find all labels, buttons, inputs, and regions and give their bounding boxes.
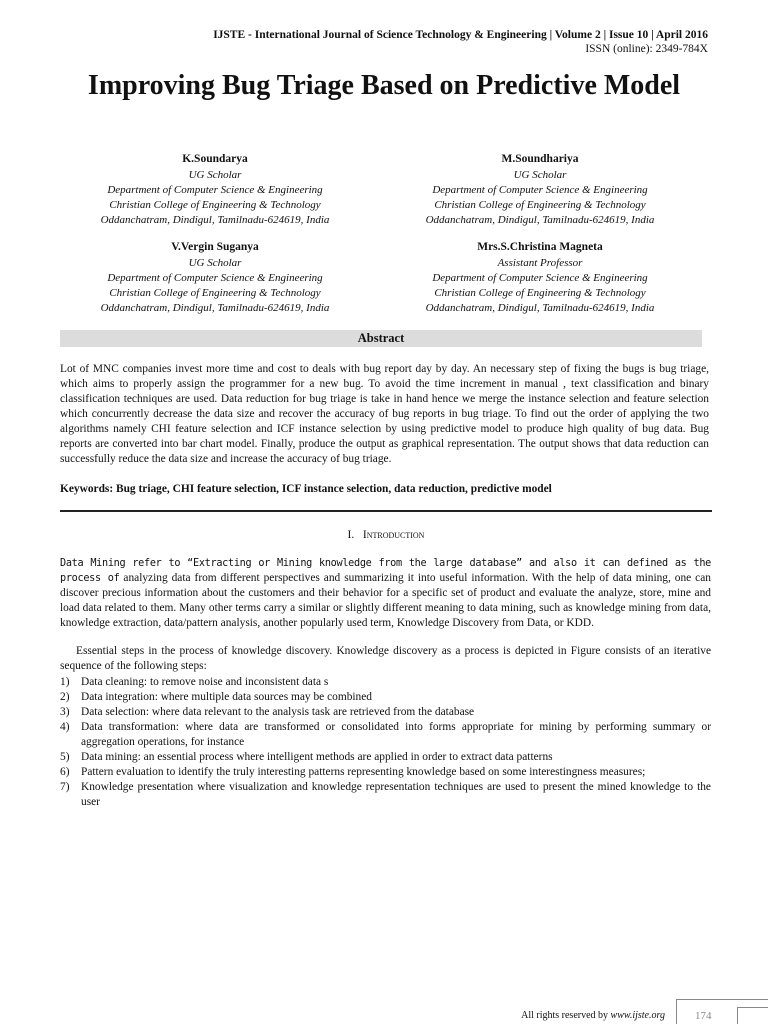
list-item (60, 675, 711, 690)
author-block (50, 152, 380, 228)
list-item-number: 4) (60, 721, 70, 733)
page-number: 174 (695, 1010, 712, 1022)
author-role: Assistant Professor (497, 257, 583, 269)
author-name: Mrs.S.Christina Magneta (477, 241, 603, 253)
footer-divider (737, 1007, 738, 1024)
list-item-text: Pattern evaluation to identify the truly interesting patterns representing knowledge based on some interestingness measures; (81, 766, 646, 778)
author-college: Christian College of Engineering & Technology (434, 199, 646, 211)
list-item-number: 6) (60, 766, 70, 778)
journal-url-link[interactable]: www.ijste.org (610, 1010, 665, 1021)
journal-line: IJSTE - International Journal of Science Technology & Engineering | Volume 2 | Issue 10 | April 2016 (213, 29, 708, 41)
author-block (375, 240, 705, 316)
author-dept: Department of Computer Science & Engineering (107, 272, 323, 284)
section-divider (60, 510, 712, 512)
list-item-text: Knowledge presentation where visualization and knowledge representation techniques are used to present the mined knowledge to the user (81, 781, 711, 808)
author-role: UG Scholar (188, 169, 242, 181)
author-role: UG Scholar (188, 257, 242, 269)
footer-divider (676, 999, 768, 1000)
keywords: Keywords: Bug triage, CHI feature selection, ICF instance selection, data reduction, predictive model (60, 483, 552, 495)
paper-title: Improving Bug Triage Based on Predictive Model (87, 70, 681, 101)
footer-divider (676, 999, 677, 1024)
intro-first-line: Data Mining refer to “Extracting or Mining knowledge from the large database” and also it can defined as the process of (60, 558, 711, 584)
list-item-text: Data mining: an essential process where intelligent methods are applied in order to extract data patterns (81, 751, 553, 763)
list-item (60, 750, 711, 765)
page-footer (0, 1009, 768, 1024)
author-address: Oddanchatram, Dindigul, Tamilnadu-624619, India (425, 302, 655, 314)
list-item (60, 705, 711, 720)
section-number: I. (347, 529, 355, 541)
issn: ISSN (online): 2349-784X (585, 43, 708, 55)
author-name: V.Vergin Suganya (171, 241, 259, 253)
section-heading-introduction (60, 528, 712, 542)
journal-header (213, 28, 708, 56)
list-item-text: Data transformation: where data are transformed or consolidated into forms appropriate for mining by performing summary or aggregation operations, for instance (81, 721, 711, 748)
list-item (60, 765, 711, 780)
author-address: Oddanchatram, Dindigul, Tamilnadu-624619, India (425, 214, 655, 226)
intro-paragraph-1-rest: analyzing data from different perspectives and summarizing it into useful information. With the help of data mining, one can discover precious information about the customers and their behavior for a specific set of product and evaluate the analyze, store, mine and load data related to them. Many other terms carry a similar or slightly different meaning to data mining, such as knowledge mining from data, knowledge extraction, data/pattern analysis, another popularly used term, Knowledge Discovery from Data, or KDD. (60, 572, 711, 629)
list-item (60, 720, 711, 750)
author-dept: Department of Computer Science & Engineering (432, 272, 648, 284)
author-college: Christian College of Engineering & Technology (109, 199, 321, 211)
abstract-heading: Abstract (60, 330, 702, 347)
author-college: Christian College of Engineering & Technology (434, 287, 646, 299)
author-dept: Department of Computer Science & Engineering (107, 184, 323, 196)
list-item (60, 780, 711, 810)
author-address: Oddanchatram, Dindigul, Tamilnadu-624619, India (100, 214, 330, 226)
list-item-text: Data integration: where multiple data sources may be combined (81, 691, 372, 703)
author-block (50, 240, 380, 316)
rights-text: All rights reserved by (521, 1010, 611, 1021)
author-address: Oddanchatram, Dindigul, Tamilnadu-624619, India (100, 302, 330, 314)
author-role: UG Scholar (513, 169, 567, 181)
author-name: M.Soundhariya (501, 153, 579, 165)
list-item-number: 7) (60, 781, 70, 793)
section-title: Introduction (362, 529, 425, 541)
author-name: K.Soundarya (182, 153, 248, 165)
intro-paragraph-2: Essential steps in the process of knowledge discovery. Knowledge discovery as a process is depicted in Figure consists of an iterative sequence of the following steps: (60, 645, 711, 672)
author-dept: Department of Computer Science & Engineering (432, 184, 648, 196)
abstract-text: Lot of MNC companies invest more time and cost to deals with bug report day by day. An necessary step of fixing the bugs is bug triage, which aims to properly assign the programmer for a new bug. To avoid the time increment in manual , text classification and binary classification techniques are used. Data reduction for bug triage is take in hand hence we merge the instance selection and feature selection which concurrently decrease the data size and recover the accuracy of bug reports in bug triage. To find out the order of applying the two algorithms namely CHI feature selection and ICF instance selection by using predictive model to produce high quality of bug data. Bug reports are converted into bar chart model. Finally, produce the output as graphical representation. The output shows that data reduction can successfully reduce the data size and increase the accuracy of bug triage. (60, 363, 709, 465)
kdd-steps-list (60, 675, 711, 810)
list-item-number: 3) (60, 706, 70, 718)
intro-paragraph-1 (60, 556, 711, 631)
footer-divider (737, 1007, 768, 1008)
list-item-number: 1) (60, 676, 70, 688)
list-item (60, 690, 711, 705)
author-block (375, 152, 705, 228)
copyright-notice (521, 1009, 665, 1022)
list-item-text: Data selection: where data relevant to the analysis task are retrieved from the database (81, 706, 475, 718)
list-item-text: Data cleaning: to remove noise and inconsistent data s (81, 676, 329, 688)
list-item-number: 2) (60, 691, 70, 703)
list-item-number: 5) (60, 751, 70, 763)
author-college: Christian College of Engineering & Technology (109, 287, 321, 299)
